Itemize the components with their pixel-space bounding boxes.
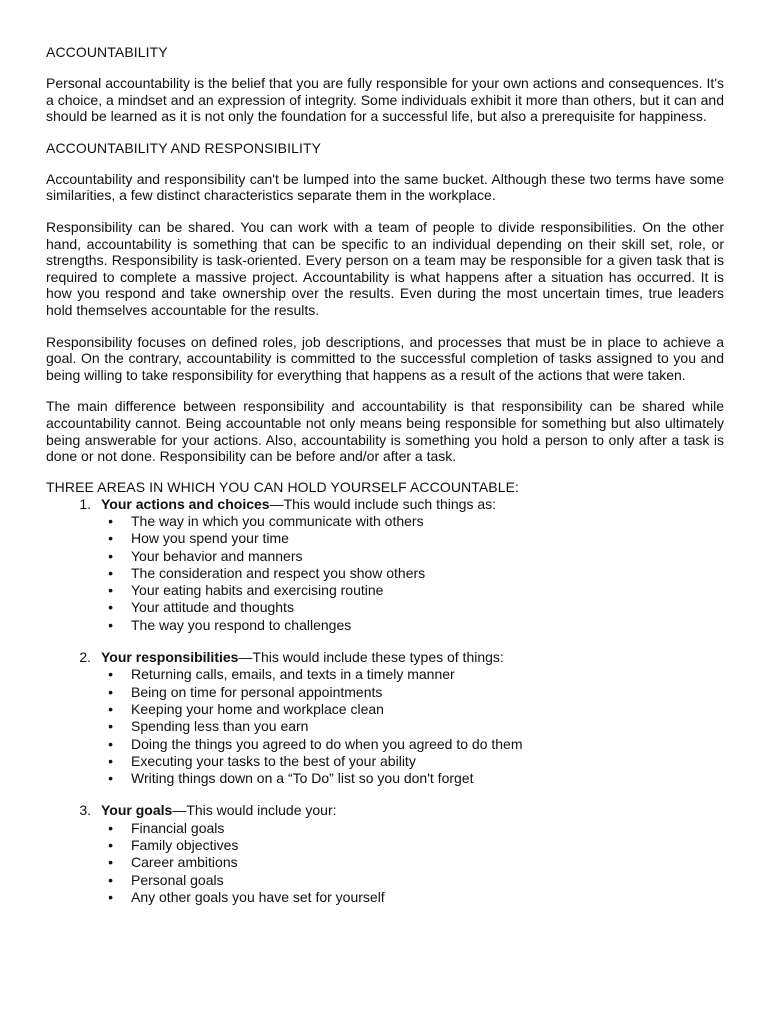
- area-suffix: —This would include your:: [172, 802, 337, 819]
- list-item: [46, 513, 724, 530]
- area-item: [46, 649, 724, 787]
- bullet-list: [46, 666, 724, 787]
- paragraph-difference: The main difference between responsibility and accountability is that responsibility can be shared while accountability cannot. Being accountable not only means being responsible for something but also ultimately being answerable for your actions. Also, accountability is something you hold a person to only after a task is done or not done. Responsibility can be before and/or after a task.: [46, 398, 724, 465]
- bullet-text: Your attitude and thoughts: [131, 599, 294, 616]
- bullet-text: Spending less than you earn: [131, 718, 309, 735]
- list-item: [46, 701, 724, 718]
- bullet-icon: •: [108, 599, 113, 616]
- area-suffix: —This would include these types of things:: [238, 649, 504, 666]
- bullet-icon: •: [108, 512, 113, 529]
- bullet-text: Career ambitions: [131, 854, 238, 871]
- area-title: Your responsibilities: [101, 649, 239, 666]
- paragraph-bucket: Accountability and responsibility can't be lumped into the same bucket. Although these two terms have some similarities, a few distinct characteristics separate them in the workplace.: [46, 170, 724, 204]
- bullet-text: Any other goals you have set for yourself: [131, 888, 385, 905]
- list-item: [46, 565, 724, 582]
- area-title: Your actions and choices: [101, 495, 270, 512]
- bullet-text: Executing your tasks to the best of your ability: [131, 752, 416, 769]
- bullet-text: Personal goals: [131, 871, 224, 888]
- bullet-icon: •: [108, 700, 113, 717]
- bullet-icon: •: [108, 837, 113, 854]
- bullet-text: Your behavior and manners: [131, 547, 303, 564]
- area-item: [46, 802, 724, 906]
- bullet-icon: •: [108, 752, 113, 769]
- area-suffix: —This would include such things as:: [269, 495, 497, 512]
- bullet-text: Being on time for personal appointments: [131, 683, 383, 700]
- bullet-icon: •: [108, 530, 113, 547]
- bullet-icon: •: [108, 683, 113, 700]
- bullet-icon: •: [108, 666, 113, 683]
- areas-list: [46, 496, 724, 907]
- bullet-icon: •: [108, 735, 113, 752]
- bullet-list: [46, 513, 724, 634]
- bullet-text: Returning calls, emails, and texts in a timely manner: [131, 666, 455, 683]
- bullet-text: Keeping your home and workplace clean: [131, 700, 384, 717]
- bullet-icon: •: [108, 582, 113, 599]
- area-number: 2.: [79, 649, 91, 666]
- list-item: [46, 770, 724, 787]
- bullet-text: Writing things down on a “To Do” list so you don't forget: [131, 770, 474, 787]
- paragraph-intro: Personal accountability is the belief that you are fully responsible for your own actions and consequences. It's a choice, a mindset and an expression of integrity. Some individuals exhibit it more than others, but it can and should be learned as it is not only the foundation for a successful life, but also a prerequisite for happiness.: [46, 75, 724, 125]
- list-item: [46, 872, 724, 889]
- bullet-text: How you spend your time: [131, 530, 289, 547]
- bullet-icon: •: [108, 871, 113, 888]
- bullet-icon: •: [108, 718, 113, 735]
- paragraph-shared: Responsibility can be shared. You can work with a team of people to divide responsibilities. On the other hand, accountability is something that can be specific to an individual depending on their skill set, role, or strengths. Responsibility is task-oriented. Every person on a team may be responsible for a given task that is required to complete a massive project. Accountability is what happens after a situation has occurred. It is how you respond and take ownership over the results. Even during the most uncertain times, true leaders hold themselves accountable for the results.: [46, 218, 724, 318]
- bullet-list: [46, 820, 724, 906]
- list-item: [46, 617, 724, 634]
- list-item: [46, 548, 724, 565]
- bullet-icon: •: [108, 854, 113, 871]
- bullet-text: Financial goals: [131, 819, 225, 836]
- bullet-text: The way you respond to challenges: [131, 616, 352, 633]
- list-item: [46, 666, 724, 683]
- list-item: [46, 889, 724, 906]
- list-item: [46, 684, 724, 701]
- bullet-icon: •: [108, 616, 113, 633]
- list-item: [46, 854, 724, 871]
- list-item: [46, 718, 724, 735]
- list-item: [46, 736, 724, 753]
- bullet-text: Doing the things you agreed to do when you agreed to do them: [131, 735, 523, 752]
- bullet-icon: •: [108, 888, 113, 905]
- area-number: 3.: [79, 802, 91, 819]
- heading-accountability-responsibility: ACCOUNTABILITY AND RESPONSIBILITY: [46, 139, 322, 156]
- list-item: [46, 599, 724, 616]
- heading-accountability: ACCOUNTABILITY: [46, 44, 168, 60]
- list-item: [46, 837, 724, 854]
- bullet-text: The consideration and respect you show others: [131, 564, 426, 581]
- bullet-text: Family objectives: [131, 837, 239, 854]
- bullet-text: Your eating habits and exercising routine: [131, 582, 384, 599]
- list-item: [46, 530, 724, 547]
- heading-three-areas: THREE AREAS IN WHICH YOU CAN HOLD YOURSELF ACCOUNTABLE:: [46, 478, 520, 495]
- bullet-icon: •: [108, 547, 113, 564]
- list-item: [46, 753, 724, 770]
- bullet-icon: •: [108, 564, 113, 581]
- area-title: Your goals: [101, 802, 173, 819]
- paragraph-focus: Responsibility focuses on defined roles, job descriptions, and processes that must be in place to achieve a goal. On the contrary, accountability is committed to the successful completion of tasks assigned to you and being willing to take responsibility for everything that happens as a result of the actions that were taken.: [46, 333, 724, 383]
- area-item: [46, 496, 724, 634]
- bullet-text: The way in which you communicate with others: [131, 512, 424, 529]
- list-item: [46, 582, 724, 599]
- list-item: [46, 820, 724, 837]
- area-number: 1.: [79, 495, 91, 512]
- bullet-icon: •: [108, 819, 113, 836]
- bullet-icon: •: [108, 770, 113, 787]
